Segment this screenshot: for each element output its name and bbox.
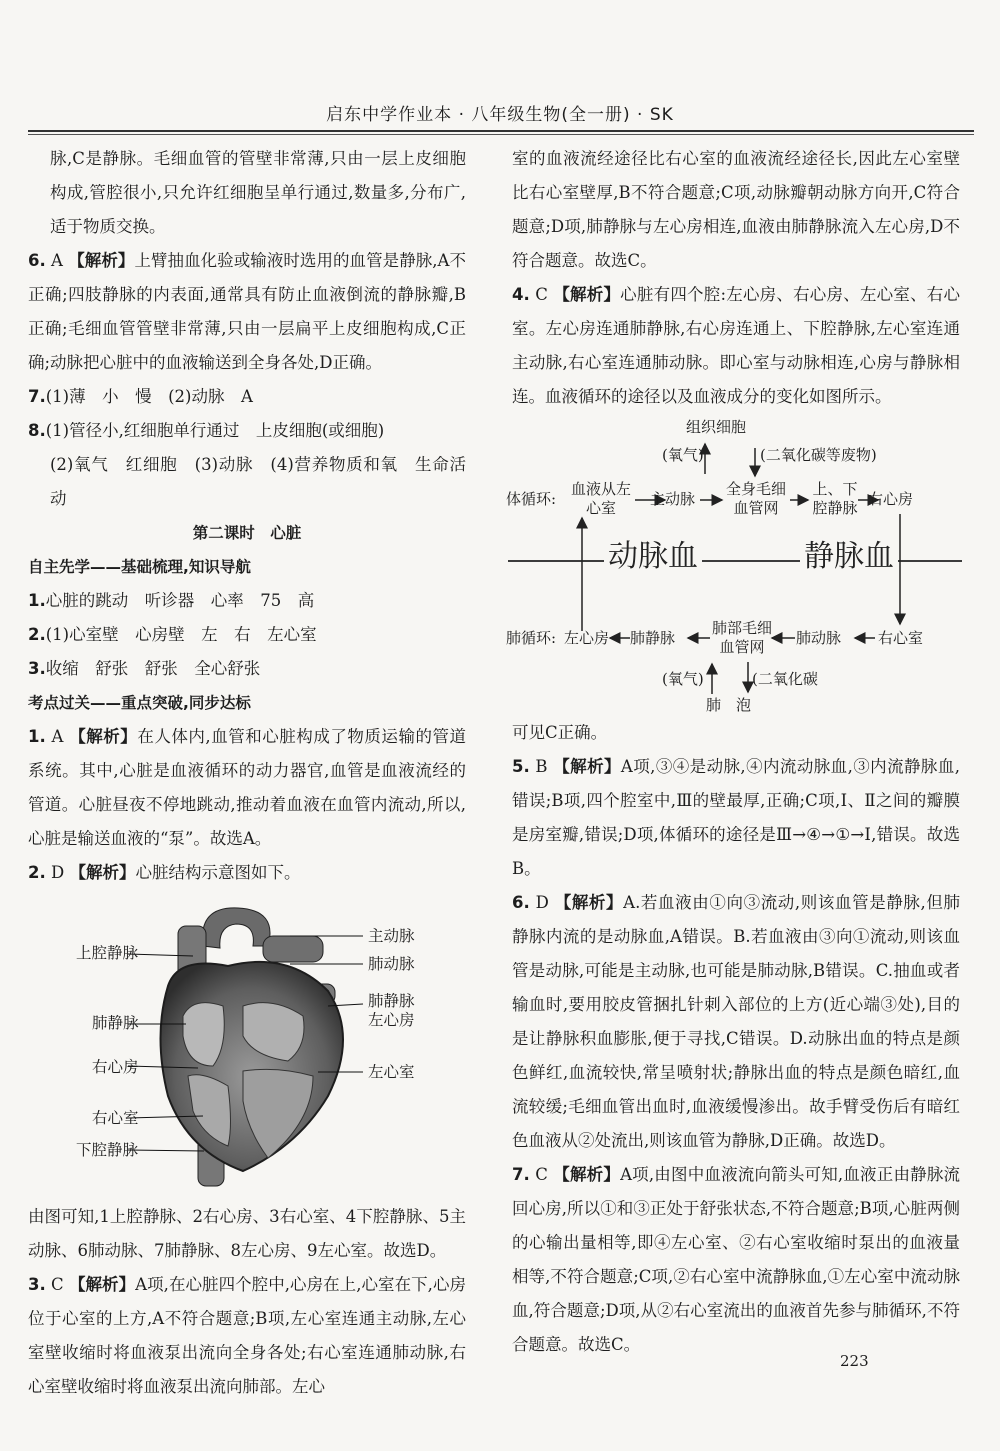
flow-alveoli: 肺 泡 xyxy=(706,696,752,714)
flow-lung-capillaries: 肺部毛细血管网 xyxy=(711,619,772,656)
label-inferior-vena-cava: 下腔静脉 xyxy=(76,1141,139,1159)
checkpoint-2: 2. D 【解析】心脏结构示意图如下。 xyxy=(28,863,301,882)
flow-left-ventricle: 血液从左心室 xyxy=(570,480,631,517)
flow-body-capillaries: 全身毛细血管网 xyxy=(725,480,786,517)
page-number: 223 xyxy=(840,1352,869,1370)
label-left-atrium: 左心房 xyxy=(368,1011,415,1029)
paragraph-continued: 脉,C是静脉。毛细血管的管壁非常薄,只由一层上皮细胞构成,管腔很小,只允许红细胞呈单行通过,数量多,分布广,适于物质交换。 xyxy=(50,149,466,236)
answer-8: 8.(1)管径小,红细胞单行通过 上皮细胞(或细胞) xyxy=(28,421,385,440)
blood-circulation-diagram xyxy=(500,416,970,716)
flow-co2-waste: (二氧化碳等废物) xyxy=(760,446,877,464)
checkpoint-1: 1. A 【解析】在人体内,血管和心脏构成了物质运输的管道系统。其中,心脏是血液循环的动力器官,血管是血液流经的管道。心脏昼夜不停地跳动,推动着血液在血管内流动,所以,心脏是输送血液的“泵”。故选A。 xyxy=(28,727,467,848)
heart-diagram xyxy=(28,896,466,1196)
flow-pulmonary-vein: 肺静脉 xyxy=(630,629,676,647)
flow-left-atrium: 左心房 xyxy=(564,629,610,647)
checkpoint-3-cont: 室的血液流经途径比右心室的血液流经途径长,因此左心室壁比右心室壁厚,B不符合题意;C项,动脉瓣朝动脉方向开,C符合题意;D项,肺静脉与左心房相连,血液由肺静脉流入左心房,D不符合题意。故选C。 xyxy=(512,149,960,270)
flow-arterial-blood: 动脉血 xyxy=(604,540,702,574)
flow-pulmonary-artery: 肺动脉 xyxy=(796,629,842,647)
label-pulmonary-vein-left: 肺静脉 xyxy=(92,1014,139,1032)
section-heading-self-study: 自主先学——基础梳理,知识导航 xyxy=(28,558,251,576)
answer-7: 7.(1)薄 小 慢 (2)动脉 A xyxy=(28,387,253,406)
self-study-2: 2.(1)心室壁 心房壁 左 右 左心室 xyxy=(28,625,317,644)
section-heading-checkpoints: 考点过关——重点突破,同步达标 xyxy=(28,694,251,712)
label-left-ventricle: 左心室 xyxy=(368,1063,415,1081)
label-right-atrium: 右心房 xyxy=(92,1058,139,1076)
checkpoint-3: 3. C 【解析】A项,在心脏四个腔中,心房在上,心室在下,心房位于心室的上方,A不符合题意;B项,左心室连通主动脉,左心室壁收缩时将血液泵出流向全身各处;右心室连通肺动脉,右心室壁收缩时将血液泵出流向肺部。左心 xyxy=(28,1275,467,1396)
flow-right-ventricle: 右心室 xyxy=(878,629,924,647)
header-rule-thin xyxy=(28,134,974,135)
flow-right-atrium: 右心房 xyxy=(868,490,914,508)
checkpoint-4-conclusion: 可见C正确。 xyxy=(512,723,608,742)
answer-6: 6. A 【解析】上臂抽血化验或输液时选用的血管是静脉,A不正确;四肢静脉的内表面,通常具有防止血液倒流的静脉瓣,B正确;毛细血管管壁非常薄,只由一层扁平上皮细胞构成,C正确;动脉把心脏中的血液输送到全身各处,D正确。 xyxy=(28,251,466,372)
label-superior-vena-cava: 上腔静脉 xyxy=(76,944,139,962)
self-study-3: 3.收缩 舒张 舒张 全心舒张 xyxy=(28,659,261,678)
flow-venous-blood: 静脉血 xyxy=(800,540,898,574)
right-column xyxy=(506,142,961,1362)
circulation-arrows xyxy=(500,416,970,716)
checkpoint-7: 7. C 【解析】A项,由图中血液流向箭头可知,血液正由静脉流回心房,所以①和③正处于舒张状态,不符合题意;B项,心脏两侧的心输出量相等,即④左心室、②右心室收缩时泵出的血液量相等,不符合题意;C项,②右心室中流静脉血,①左心室中流动脉血,符合题意;D项,从②右心室流出的血液首先参与肺循环,不符合题意。故选C。 xyxy=(512,1165,961,1354)
flow-vena-cavae: 上、下腔静脉 xyxy=(812,480,858,517)
answer-8-cont: (2)氧气 红细胞 (3)动脉 (4)营养物质和氧 生命活动 xyxy=(50,455,466,508)
page-header: 启东中学作业本 · 八年级生物(全一册) · SK xyxy=(326,105,674,125)
checkpoint-5: 5. B 【解析】A项,③④是动脉,④内流动脉血,③内流静脉血,错误;B项,四个腔室中,Ⅲ的壁最厚,正确;C项,Ⅰ、Ⅱ之间的瓣膜是房室瓣,错误;D项,体循环的途径是Ⅲ→④→①→Ⅰ,错误。故选B。 xyxy=(512,757,960,878)
flow-aorta: 主动脉 xyxy=(650,490,696,508)
label-pulmonary-vein-right: 肺静脉 xyxy=(368,992,415,1010)
left-column xyxy=(28,142,466,1404)
flow-co2: (二氧化碳 xyxy=(752,670,818,688)
flow-oxygen-top: (氧气) xyxy=(662,446,704,464)
label-aorta: 主动脉 xyxy=(368,927,415,945)
label-right-ventricle: 右心室 xyxy=(92,1109,139,1127)
flow-systemic-label: 体循环: xyxy=(506,490,557,508)
header-rule xyxy=(28,130,974,132)
flow-pulmonary-label: 肺循环: xyxy=(506,629,557,647)
checkpoint-6: 6. D 【解析】A.若血液由①向③流动,则该血管是静脉,但肺静脉内流的是动脉血,A错误。B.若血液由③向①流动,则该血管是动脉,可能是主动脉,也可能是肺动脉,B错误。C.抽血或者输血时,要用胶皮管捆扎针刺入部位的上方(近心端③处),目的是让静脉积血膨胀,便于寻找,C错误。D.动脉出血的特点是颜色鲜红,血流较快,常呈喷射状;静脉出血的特点是颜色暗红,血流较缓;毛细血管出血时,血液缓慢渗出。故手臂受伤后有暗红色血液从②处流出,则该血管为静脉,D正确。故选D。 xyxy=(512,893,961,1150)
checkpoint-2-explanation: 由图可知,1上腔静脉、2右心房、3右心室、4下腔静脉、5主动脉、6肺动脉、7肺静脉、8左心房、9左心室。故选D。 xyxy=(28,1207,466,1260)
flow-tissue-cells: 组织细胞 xyxy=(686,418,747,436)
self-study-1: 1.心脏的跳动 听诊器 心率 75 高 xyxy=(28,591,315,610)
label-pulmonary-artery: 肺动脉 xyxy=(368,955,415,973)
checkpoint-4: 4. C 【解析】心脏有四个腔:左心房、右心房、左心室、右心室。左心房连通肺静脉,右心房连通上、下腔静脉,左心室连通主动脉,右心室连通肺动脉。即心室与动脉相连,心房与静脉相连。血液循环的途径以及血液成分的变化如图所示。 xyxy=(512,285,961,406)
flow-oxygen-bottom: (氧气) xyxy=(662,670,704,688)
lesson-title: 第二课时 心脏 xyxy=(192,524,302,542)
